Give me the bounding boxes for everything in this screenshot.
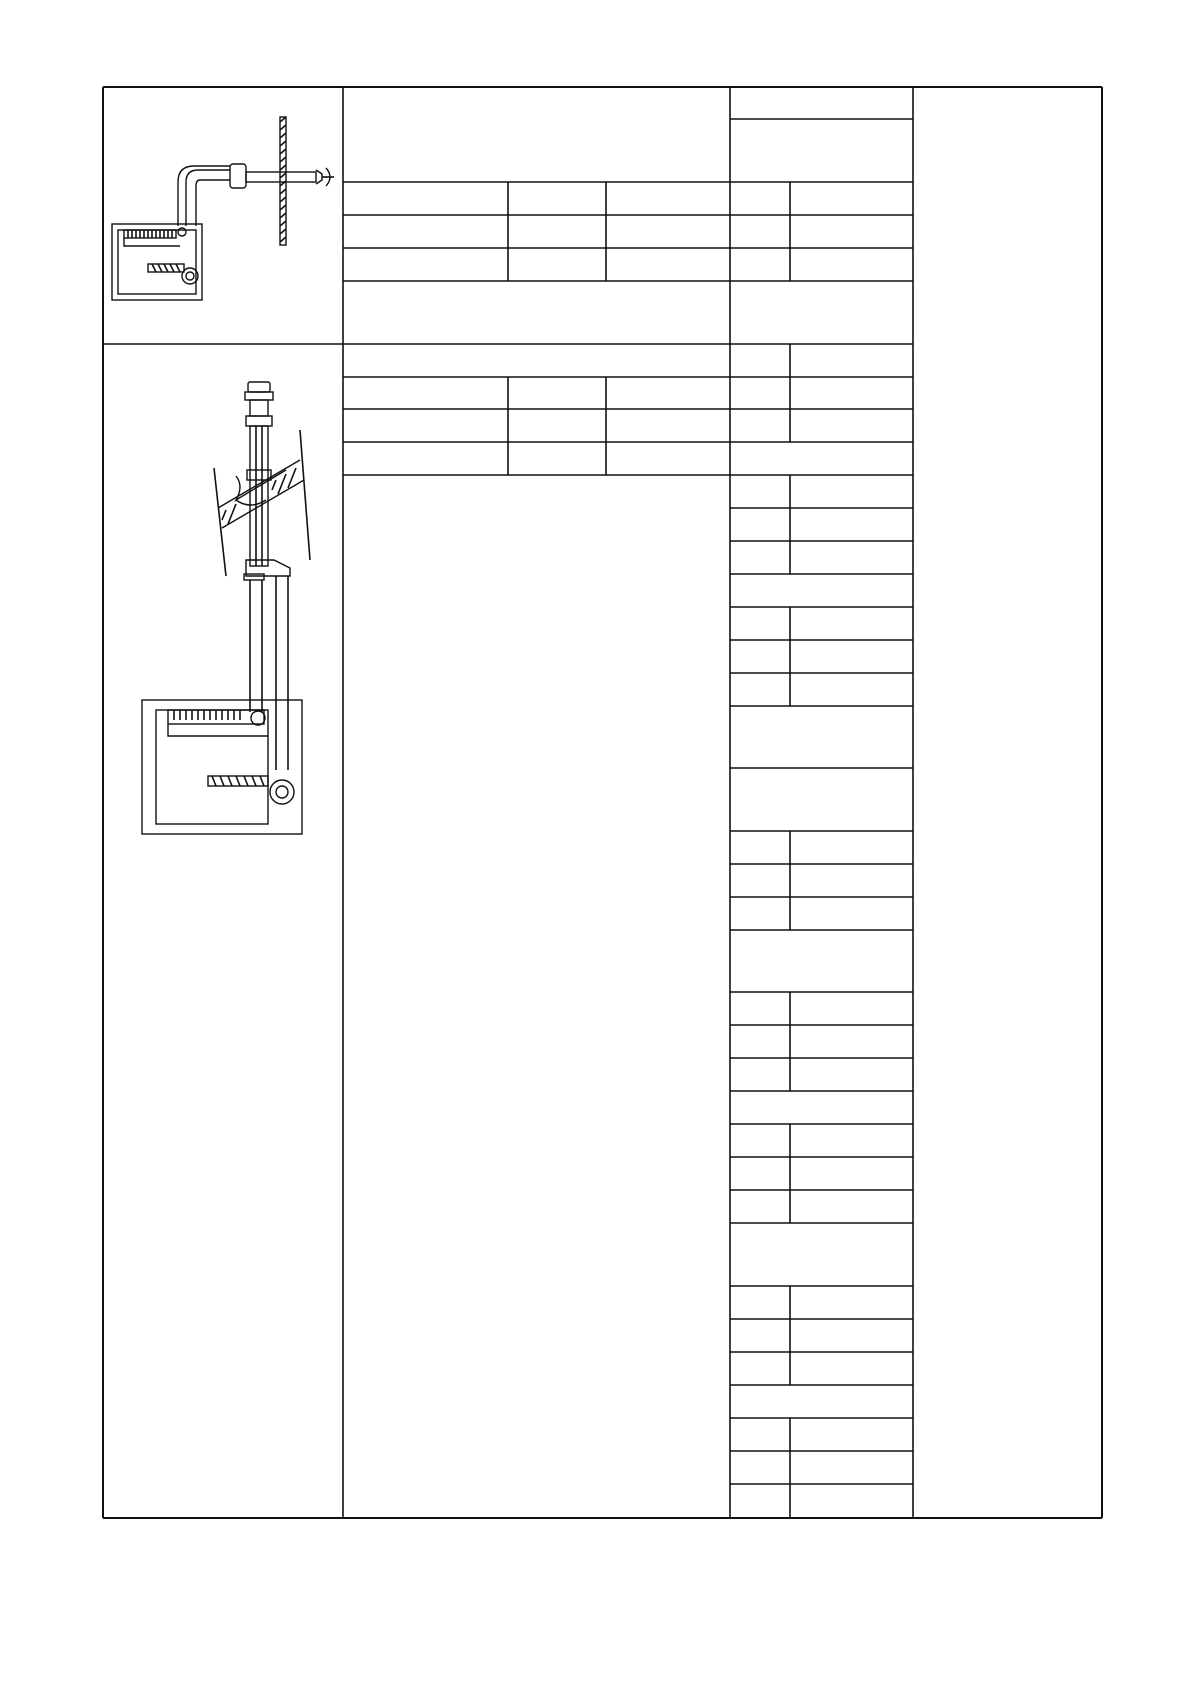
horizontal-wall-flue-drawing <box>112 117 334 300</box>
vertical-roof-flue-drawing <box>142 382 310 834</box>
top-section-grid <box>343 119 913 281</box>
bottom-section-grid <box>343 344 913 1518</box>
column-dividers <box>343 87 913 1518</box>
table-outer-frame <box>103 87 1102 1518</box>
